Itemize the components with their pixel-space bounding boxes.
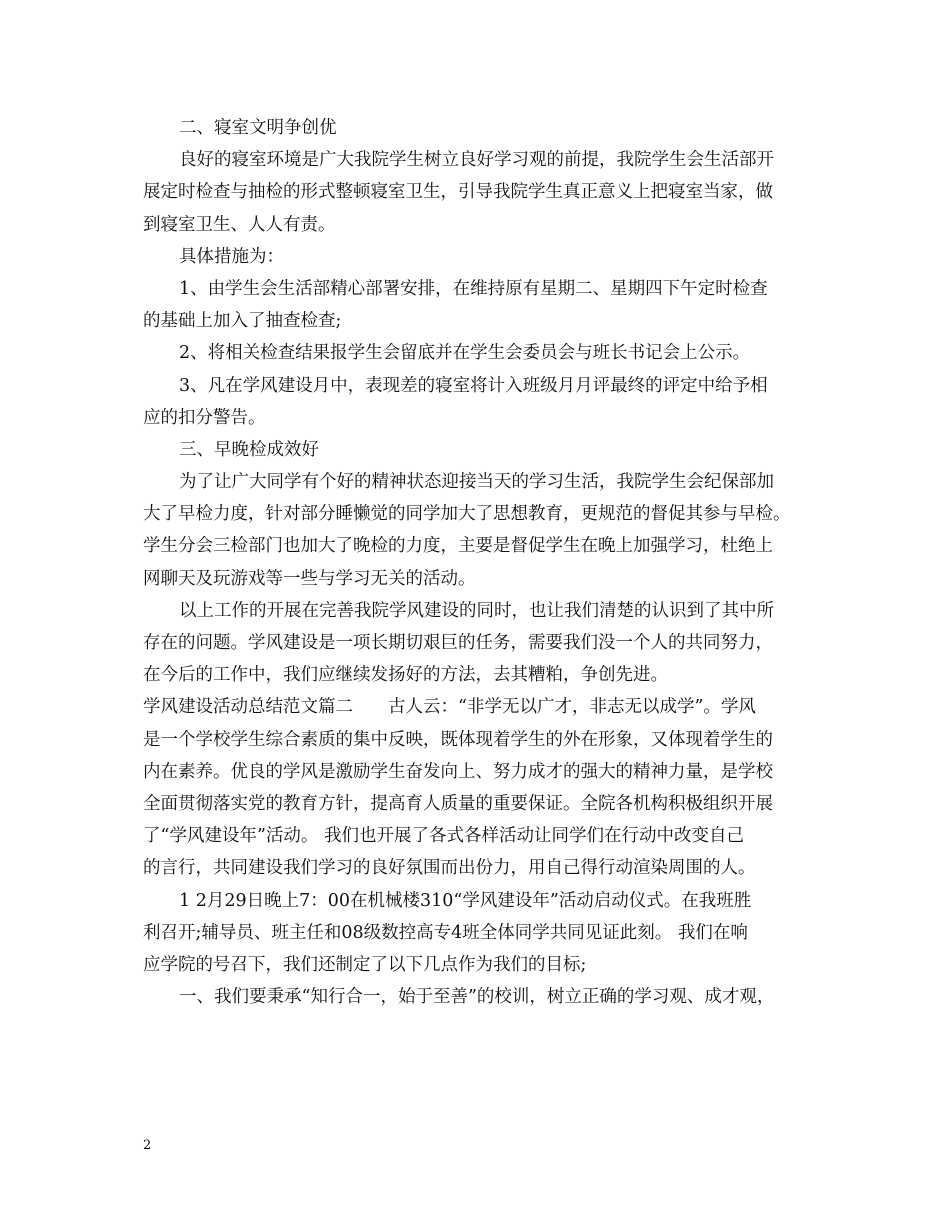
text-line: 的基础上加入了抽查检查; — [143, 311, 342, 332]
text-line: 3、凡在学风建设月中，表现差的寝室将计入班级月月评最终的评定中给予相 — [179, 375, 768, 396]
text-line: 了“学风建设年”活动。 我们也开展了各式各样活动让同学们在行动中改变自己 — [143, 826, 744, 847]
text-line: 到寝室卫生、人人有责。 — [143, 214, 336, 235]
text-line: 为了让广大同学有个好的精神状态迎接当天的学习生活，我院学生会纪保部加 — [179, 472, 774, 493]
text-line: 三、早晚检成效好 — [179, 439, 319, 460]
text-line: 2、将相关检查结果报学生会留底并在学生会委员会与班长书记会上公示。 — [179, 343, 751, 364]
text-line: 二、寝室文明争创优 — [179, 118, 337, 138]
text-line: 内在素养。优良的学风是激励学生奋发向上、努力成才的强大的精神力量，是学校 — [143, 761, 773, 782]
text-line: 全面贯彻落实党的教育方针，提高育人质量的重要保证。全院各机构积极组织开展 — [143, 793, 773, 814]
text-line: 以上工作的开展在完善我院学风建设的同时，也让我们清楚的认识到了其中所 — [179, 600, 774, 621]
text-line: 良好的寝室环境是广大我院学生树立良好学习观的前提，我院学生会生活部开 — [179, 150, 774, 171]
text-line: 具体措施为： — [179, 246, 284, 267]
text-line: 利召开;辅导员、班主任和08级数控高专4班全体同学共同见证此刻。 我们在响 — [143, 922, 748, 943]
document-body — [143, 112, 823, 1013]
text-line: 应学院的号召下，我们还制定了以下几点作为我们的目标; — [143, 954, 587, 975]
text-line: 大了早检力度，针对部分睡懒觉的同学加大了思想教育，更规范的督促其参与早检。 — [143, 504, 791, 525]
text-line: 的言行，共同建设我们学习的良好氛围而出份力，用自己得行动渲染周围的人。 — [143, 858, 756, 879]
text-line: 在今后的工作中，我们应继续发扬好的方法，去其糟粕，争创先进。 — [143, 665, 668, 686]
text-line: 网聊天及玩游戏等一些与学习无关的活动。 — [143, 568, 476, 589]
text-line: 学风建设活动总结范文篇二 古人云：“非学无以广才，非志无以成学”。学风 — [143, 697, 756, 718]
text-line: 应的扣分警告。 — [143, 407, 266, 428]
text-line: 学生分会三检部门也加大了晚检的力度，主要是督促学生在晚上加强学习，杜绝上 — [143, 536, 773, 557]
text-line: 一、我们要秉承“知行合一，始于至善”的校训，树立正确的学习观、成才观， — [179, 987, 775, 1008]
text-line: 1、由学生会生活部精心部署安排，在维持原有星期二、星期四下午定时检查 — [179, 278, 768, 299]
page-number: 2 — [143, 1138, 152, 1153]
text-line: 展定时检查与抽检的形式整顿寝室卫生，引导我院学生真正意义上把寝室当家，做 — [143, 182, 773, 203]
text-line: 存在的问题。学风建设是一项长期切艰巨的任务，需要我们没一个人的共同努力， — [143, 633, 773, 653]
text-line: 是一个学校学生综合素质的集中反映，既体现着学生的外在形象，又体现着学生的 — [143, 729, 773, 750]
text-line: 1 2月29日晚上7：00在机械楼310“学风建设年”活动启动仪式。在我班胜 — [179, 890, 752, 911]
